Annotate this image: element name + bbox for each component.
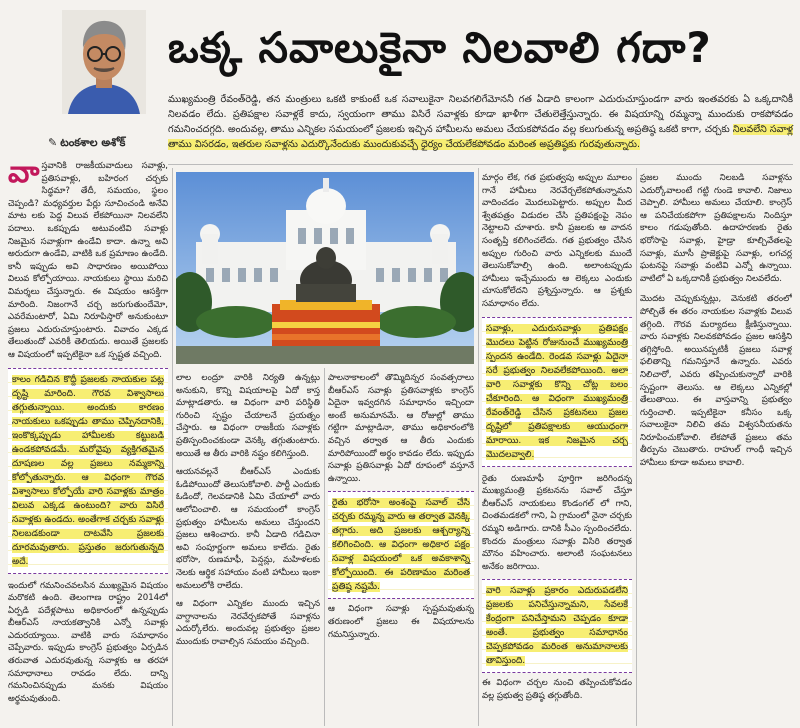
intro-highlight: నిలవలేని సవాళ్ల తాము విసరడం, ఇతరుల సవాళ్లను ఎదుర్కొనేందుకు ముందుకువచ్చే ధైర్యం చేయలేకపోవడం మరింత అప్రతిష్ఠకు గురవుతున్నారు. [168,124,793,150]
headline: ఒక్క సవాలుకైనా నిలవాలి గదా? [168,23,712,72]
col2-para-2: ఆయనవల్లనే బీఆర్‌ఎస్ ఎందుకు ఓడిపోయిందో తెలుసుకోవాలి. పార్టీ ఎందుకు ఓడిందో, గెలవడానికి ఏమి చేయాలో వారు ఆలోచించాలి. ఆ సమయంలో కాంగ్రెస్ ప్రభుత్వం హామీలను అమలు చేస్తుందని ప్రజలు ఆశించారు. కానీ ఏడాది గడిచినా అవి సంపూర్ణంగా అమలు కాలేదు. రైతు భరోసా, రుణమాఫీ, పెన్షన్లు, మహిళలకు నెలకు ఆర్థిక సహాయం వంటి హామీలు ఇంకా అమలులోకి రాలేదు. [176,467,320,591]
col3-para-3: ఆ విధంగా సవాళ్లు స్పష్టమవుతున్న తరుణంలో ప్రజలు ఈ విషయాలను గమనిస్తున్నారు. [328,604,474,640]
col1-para-1 [8,160,168,362]
assembly-building-statue-image [176,172,474,364]
author-byline [48,136,158,152]
author-photo [62,10,146,114]
col4-para-3: ఈ విధంగా చర్చల నుంచి తప్పించుకోవడం వల్ల ప్రభుత్వ ప్రతిష్ఠ తగ్గుతోంది. [482,678,632,701]
column-1 [8,160,168,726]
col1-text-1: స్తవానికి రాజకీయవాదులు సవాళ్లు, ప్రతిసవాళ్లు, బహిరంగ చర్చకు సిద్ధమా? తేదీ, సమయం, స్థలం చెప్పండి? మధ్యవర్తుల పేర్లు సూచించండి అనేవి మాట లకు పెద్ద విలువ లేకపోయినా నిలవలేని పదాలు. ఒకప్పుడు అటువంటివి సవాళ్లు నిజమైన సవాళ్లుగా ఉండేవి కాదా. ఉన్నా అవి అరుదుగా ఉండేవి, వాటికి ఒక ప్రమాణం ఉండేది. కానీ ఇప్పుడు అవి సాధారణం అయిపోయి విలువ కోల్పోయాయి. నాయకులు స్థాయి మరిచి విమర్శలు చేస్తున్నారు. ఈ విషయం ఆసక్తిగా మారింది. నిజంగానే చర్చ జరుగుతుందేమో, ఎవరేమంటారో, ఏమి నిరూపిస్తారో అనుకుంటూ ప్రజలు ఎదురుచూస్తుంటారు. వివాదం ఎక్కడ తేలుతుందో ఎవరికీ తెలియదు. అయితే ప్రజలకు ఆ విషయంలో ఇప్పటికైనా ఒక స్పష్టత వచ్చింది. [8,161,168,360]
pull-quote-1 [8,368,168,574]
col3-para-1: పాలనాకాలంలో తొమ్మిదిన్నర సంవత్సరాలు బీఆర్‌ఎస్ సవాళ్లు ప్రతిసవాళ్లకు కాంగ్రెస్ ఏదైనా ఇవ్వదగిన సమాధానం ఇచ్చిందా అంటే అనుమానమే. ఆ రోజుల్లో తాము గట్టిగా మాట్లాడినా, తాము అధికారంలోకి వచ్చిన తర్వాత ఆ తీరు ఎందుకు మారిపోయిందో అర్థం కావడం లేదు. ఇప్పుడు సవాళ్లు ప్రతిసవాళ్లు ఏదో రూపంలో వస్తూనే ఉన్నాయి. [328,373,474,484]
col5-para-2: మొదట చెప్పుకున్నట్లు, వెనుకటి తరంలో పోల్చితే ఈ తరం నాయకుల సవాళ్లకు విలువ తగ్గింది. గౌరవ మర్యాదలు క్షీణిస్తున్నాయి. వారు సవాళ్లకు నిలవకపోవడం ప్రజల ఆసక్తిని తగ్గిస్తోంది. అయినప్పటికీ ప్రజలు సవాళ్ల ఫలితాన్ని గమనిస్తూనే ఉన్నారు. ఎవరు నిలిచారో, ఎవరు తప్పించుకున్నారో వారికి స్పష్టంగా తెలుసు. ఆ లెక్కలు ఎన్నికల్లో తేలుతాయి. ఈ వాస్తవాన్ని ప్రభుత్వం గుర్తించాలి. ఇప్పటికైనా కనీసం ఒక్క సవాలుకైనా నిలిచి తమ విశ్వసనీయతను నిరూపించుకోవాలి. లేకపోతే ప్రజలు తమ తీర్పును చెబుతారు. రాహుల్ గాంధీ ఇచ్చిన హామీలు కూడా అమలు కావాలి. [640,294,792,469]
pull-quote-1-text: కాలం గడిచిన కొద్దీ ప్రజలకు నాయకుల పట్ల దృష్టి మారింది. గౌరవ విశ్వాసాలు తగ్గుతున్నాయి. అందుకు కారణం నాయకులు ఒకప్పుడు తాము చెప్పినదానికి, ఇంకొక్కప్పుడు హామీలకు కట్టుబడి ఉండకపోవడమే. మరోవైపు వ్యక్తిగతమైన దూషణల వల్ల ప్రజలు నమ్మకాన్ని కోల్పోతున్నారు. ఆ విధంగా గౌరవ విశ్వాసాలు కోల్పోయే వారి సవాళ్లకు మాత్రం విలువ ఎక్కడ ఉంటుంది? వారు విసిరే సవాళ్లకు ఉండదు. అంతేగాక చర్చకు సవాళ్లు నిలబడకుండా దాటవేసి ప్రజలకు దూరమవుతారు. ప్రస్తుతం జరుగుతున్నది అదే. [12,374,164,567]
col2-para-3: ఆ విధంగా ఎన్నికల ముందు ఇచ్చిన వాగ్దానాలను నెరవేర్చకపోతే సవాళ్లను ఎదుర్కోలేరు. అందువల్ల ప్రభుత్వం ప్రజల ముందుకు రావాల్సిన సమయం వచ్చింది. [176,599,320,647]
pull-quote-2 [482,317,632,467]
dropcap: వా [8,160,40,190]
pull-quote-3 [328,491,474,599]
intro-text: ముఖ్యమంత్రి రేవంత్‌రెడ్డి, తన మంత్రులు ఒకటి కాకుంటే ఒక సవాలుకైనా నిలవగలిగేమోననీ గత ఏడాది కాలంగా ఎదురుచూస్తుండగా వారు ఇంతవరకు ఏ ఒక్కదానికీ నిలవడం లేదు. ప్రతిపక్షాల సవాళ్లకే కాదు, స్వయంగా తాము విసిరే సవాళ్లకు కూడా ఖాళీగా చేతులెత్తేస్తున్నారు. ఈ విషయాన్ని రమ్మన్నా ముందుకు రాకపోవడం గమనించదగ్గది. అందువల్ల, తాము ఎన్నికల సమయంలో ప్రజలకు ఇచ్చిన హామీలను అమలు చేయకపోవడం వల్ల కలుగుతున్న అప్రతిష్ఠ ఒకటి కాగా, చర్చకు [168,94,793,135]
divider [168,164,793,165]
column-4 [482,172,632,726]
column-rule [172,168,173,726]
pull-quote-4-text: వారి సవాళ్లు ప్రకారం ఎదురుపడలేని ప్రజలకు పనిచేస్తున్నామని, సేవలకే కేంద్రంగా పనిచేస్తామని చెప్పడం కూడా అంతే. ప్రభుత్వం సమాధానం చెప్పకపోవడం మరింత అనుమానాలకు తావిస్తుంది. [486,586,628,667]
col5-para-1: ప్రజల ముందు నిలబడి సవాళ్లను ఎదుర్కోవాలంటే గట్టి గుండె కావాలి. నిజాలు చెప్పాలి. హామీలు అమలు చేయాలి. కాంగ్రెస్ ఆ పనిచేయకపోగా ప్రతిపక్షాలను నిందిస్తూ కాలం గడుపుతోంది. ఉదాహరణకు రైతు భరోసాపై సవాళ్లు, హైడ్రా కూల్చివేతలపై సవాళ్లు, మూసీ ప్రాజెక్టుపై సవాళ్లు, లగచర్ల ఘటనపై సవాళ్లు వంటివి ఎన్నో ఉన్నాయి. వాటిలో ఏ ఒక్కదానికీ ప్రభుత్వం నిలవలేదు. [640,173,792,284]
col4-para-2: రైతు రుణమాఫీ పూర్తిగా జరిగిందన్న ముఖ్యమంత్రి ప్రకటనను సవాల్ చేస్తూ బీఆర్‌ఎస్ నాయకులు కొండంగల్ లో గాని, చింతమడకలో గాని, ఏ గ్రామంలో నైనా చర్చకు రమ్మని అడిగారు. దానికి సీఎం స్పందించలేదు. కొందరు మంత్రులు సవాళ్లు విసిరి తర్వాత మౌనం వహించారు. అలాంటి సంఘటనలు అనేకం జరిగాయి. [482,473,632,572]
assembly-photo [176,172,474,364]
author-name: టంకశాల అశోక్ [60,136,126,149]
col4-para-1: మార్గం లేక, గత ప్రభుత్వపు అప్పుల మూలం గానే హామీలు నెరవేర్చలేకపోతున్నామని వాదించడం మొదలుపెట్టారు. అప్పుల మీద శ్వేతపత్రం విడుదల చేసి ప్రతిపక్షంపై నెపం నెట్టాలని చూశారు. కానీ ప్రజలకు ఆ వాదన సంతృప్తి కలిగించలేదు. గత ప్రభుత్వం చేసిన అప్పుల గురించి వారు ఎన్నికలకు ముందే తెలుసుకోవాల్సి ఉంది. అలాంటప్పుడు హామీలు ఇచ్చేముందు ఆ లెక్కలు ఎందుకు చూసుకోలేదని ప్రశ్నిస్తున్నారు. ఆ ప్రశ్నకు సమాధానం లేదు. [482,173,632,309]
col1-para-2: ఇందులో గమనించవలసిన ముఖ్యమైన విషయం మరొకటి ఉంది. తెలంగాణ రాష్ట్రం 2014లో ఏర్పడి పదేళ్లపాటు అధికారంలో ఉన్నప్పుడు బీఆర్‌ఎస్ నాయకత్వానికి ఎన్నో సవాళ్లు ఎదురయ్యాయి. వాటికి వారు సమాధానం చెప్పేవారు. ఇప్పుడు కాంగ్రెస్ ప్రభుత్వం ఏర్పడిన తరువాత ఎదురవుతున్న సవాళ్లకు ఆ తరహా సమాధానాలు రావడం లేదు. దాన్ని గమనించినప్పుడు మనకు విషయం అర్థమవుతుంది. [8,580,168,704]
pull-quote-4 [482,579,632,673]
column-3 [328,372,474,726]
column-2 [176,372,320,726]
column-5 [640,172,792,726]
pull-quote-2-text: సవాళ్లు, ఎదురుసవాళ్లు ప్రతిపక్షం మొదలు పెట్టిన రోజునుంచే ముఖ్యమంత్రి స్పందన ఉండేది. రెండవ సవాళ్లు ఏదైనా సరే ప్రభుత్వం నిలవలేకపోయింది. అలా వారి సవాళ్లకు కొన్ని చోట్ల బలం చేకూరింది. ఆ విధంగా ముఖ్యమంత్రి రేవంత్‌రెడ్డి చేసిన ప్రకటనలు ప్రజల దృష్టిలో ప్రతిపక్షాలకు ఆయుధంగా మారాయి. ఇక నిజమైన చర్చ మొదలవ్వాలి. [486,323,628,460]
col2-para-1: లాల లంద్రూ వారికి నిర్యతి ఉన్నట్లు అనుకుని, కొన్ని విషయాలపై ఏదో కాస్త మాట్లాడతారు. ఆ విధంగా వారి పరిస్థితి గురించి స్పష్టం చేయాలనే ప్రయత్నం చేస్తారు. ఆ విధంగా రాజకీయ సవాళ్లకు ప్రతిస్పందించకుండా వెనక్కి తగ్గుతుంటారు. అయితే ఆ తీరు వారికి నష్టం కలిగిస్తుంది. [176,373,320,459]
column-rule [324,368,325,726]
column-rule [636,168,637,726]
intro-paragraph [168,92,793,152]
author-portrait-icon [62,10,146,114]
pull-quote-3-text: రైతు భరోసా అంశంపై సవాల్ చేసి చర్చకు రమ్మన్న వారు ఆ తర్వాత వెనక్కి తగ్గారు. అది ప్రజలకు ఆశ్చర్యాన్ని కలిగించింది. ఆ విధంగా అధికార పక్షం సవాళ్ల విషయంలో ఒక అవకాశాన్ని కోల్పోయింది. ఈ పరిణామం మరింత ప్రతిష్ఠ నష్టమే. [332,498,470,593]
pen-icon: ✎ [48,136,58,149]
column-rule [478,168,479,726]
